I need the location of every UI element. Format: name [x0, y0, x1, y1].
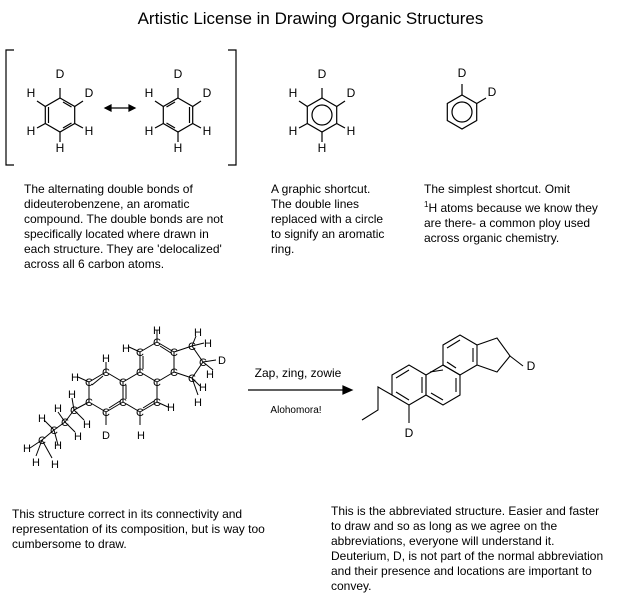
- atom-h: H: [173, 141, 183, 155]
- atom-d: D: [84, 86, 94, 100]
- caption-skeletal-sup: 1: [424, 200, 429, 209]
- atom-h: H: [194, 397, 202, 409]
- atom-h: H: [202, 124, 212, 138]
- atom-h: H: [54, 440, 62, 452]
- atom-h: H: [51, 459, 59, 471]
- atom-d: D: [526, 359, 536, 373]
- atom-h: H: [204, 338, 212, 350]
- atom-c: C: [136, 407, 144, 419]
- caption-full-structure: This structure correct in its connectivity and representation of its composition, but is way too cumbersome to draw.: [12, 507, 265, 551]
- atom-h: H: [26, 86, 36, 100]
- caption-circle: A graphic shortcut. The double lines replaced with a circle to signify an aromatic ring.: [271, 182, 385, 256]
- atom-c: C: [188, 373, 196, 385]
- benzene-circle: [299, 88, 345, 142]
- arrow-label-bottom: Alohomora!: [270, 405, 322, 416]
- atom-h: H: [32, 457, 40, 469]
- atom-d: D: [346, 86, 356, 100]
- atom-h: H: [74, 431, 82, 443]
- caption-skeletal-prefix: The simplest shortcut. Omit: [424, 182, 571, 196]
- atom-h: H: [122, 343, 130, 355]
- atom-h: H: [54, 403, 62, 415]
- caption-skeletal: [424, 182, 614, 246]
- left-bracket: [6, 50, 14, 165]
- atom-c: C: [61, 417, 69, 429]
- atom-c: C: [119, 377, 127, 389]
- atom-h: H: [38, 413, 46, 425]
- caption-kekule: The alternating double bonds of dideuterobenzene, an aromatic compound. The double bonds are not specifically located where drawn in each structure. They are 'delocalized' across all 6 carbon atoms.: [24, 182, 224, 271]
- atom-h: H: [137, 430, 145, 442]
- atom-c: C: [102, 367, 110, 379]
- atom-h: H: [102, 353, 110, 365]
- right-bracket: [228, 50, 236, 165]
- atom-c: C: [136, 367, 144, 379]
- atom-c: C: [70, 405, 78, 417]
- atom-c: C: [50, 425, 58, 437]
- atom-c: C: [170, 347, 178, 359]
- atom-h: H: [153, 325, 161, 337]
- page-title: Artistic License in Drawing Organic Structures: [137, 9, 484, 28]
- arrow-label-top: Zap, zing, zowie: [254, 366, 342, 380]
- atom-c: C: [153, 397, 161, 409]
- atom-c: C: [188, 341, 196, 353]
- atom-c: C: [119, 397, 127, 409]
- atom-d: D: [55, 67, 65, 81]
- atom-h: H: [194, 327, 202, 339]
- atom-d: D: [218, 355, 226, 367]
- benzene-kekule-1: [37, 88, 83, 142]
- atom-h: H: [84, 124, 94, 138]
- atom-h: H: [288, 124, 298, 138]
- atom-h: H: [206, 369, 214, 381]
- atom-c: C: [170, 367, 178, 379]
- atom-d: D: [317, 67, 327, 81]
- atom-c: C: [153, 377, 161, 389]
- atom-d: D: [457, 66, 467, 80]
- atom-h: H: [288, 86, 298, 100]
- atom-h: H: [144, 86, 154, 100]
- atom-h: H: [71, 372, 79, 384]
- benzene-skeletal: [447, 84, 486, 129]
- caption-skeletal-rest: H atoms because we know they are there- a common ploy used across organic chemistry.: [424, 201, 598, 245]
- atom-c: C: [85, 397, 93, 409]
- atom-h: H: [83, 419, 91, 431]
- atom-h: H: [317, 141, 327, 155]
- atom-d: D: [404, 426, 414, 440]
- atom-h: H: [23, 443, 31, 455]
- atom-h: H: [68, 389, 76, 401]
- atom-d: D: [202, 86, 212, 100]
- atom-d: D: [173, 67, 183, 81]
- atom-h: H: [55, 141, 65, 155]
- atom-h: H: [167, 402, 175, 414]
- benzene-kekule-2: [155, 88, 201, 142]
- atom-c: C: [38, 435, 46, 447]
- atom-d: D: [487, 85, 497, 99]
- atom-c: C: [136, 347, 144, 359]
- atom-h: H: [199, 382, 207, 394]
- caption-abbreviated: This is the abbreviated structure. Easier and faster to draw and so as long as we agree on the abbreviations, everyone will understand it. Deuterium, D, is not part of the normal abbreviation and their presence and locations are important to convey.: [331, 504, 604, 593]
- atom-d: D: [102, 430, 110, 442]
- atom-c: C: [199, 357, 207, 369]
- atom-h: H: [144, 124, 154, 138]
- atom-c: C: [153, 337, 161, 349]
- atom-h: H: [346, 124, 356, 138]
- atom-h: H: [26, 124, 36, 138]
- atom-c: C: [102, 407, 110, 419]
- abbreviated-structure: [362, 335, 523, 423]
- atom-c: C: [85, 377, 93, 389]
